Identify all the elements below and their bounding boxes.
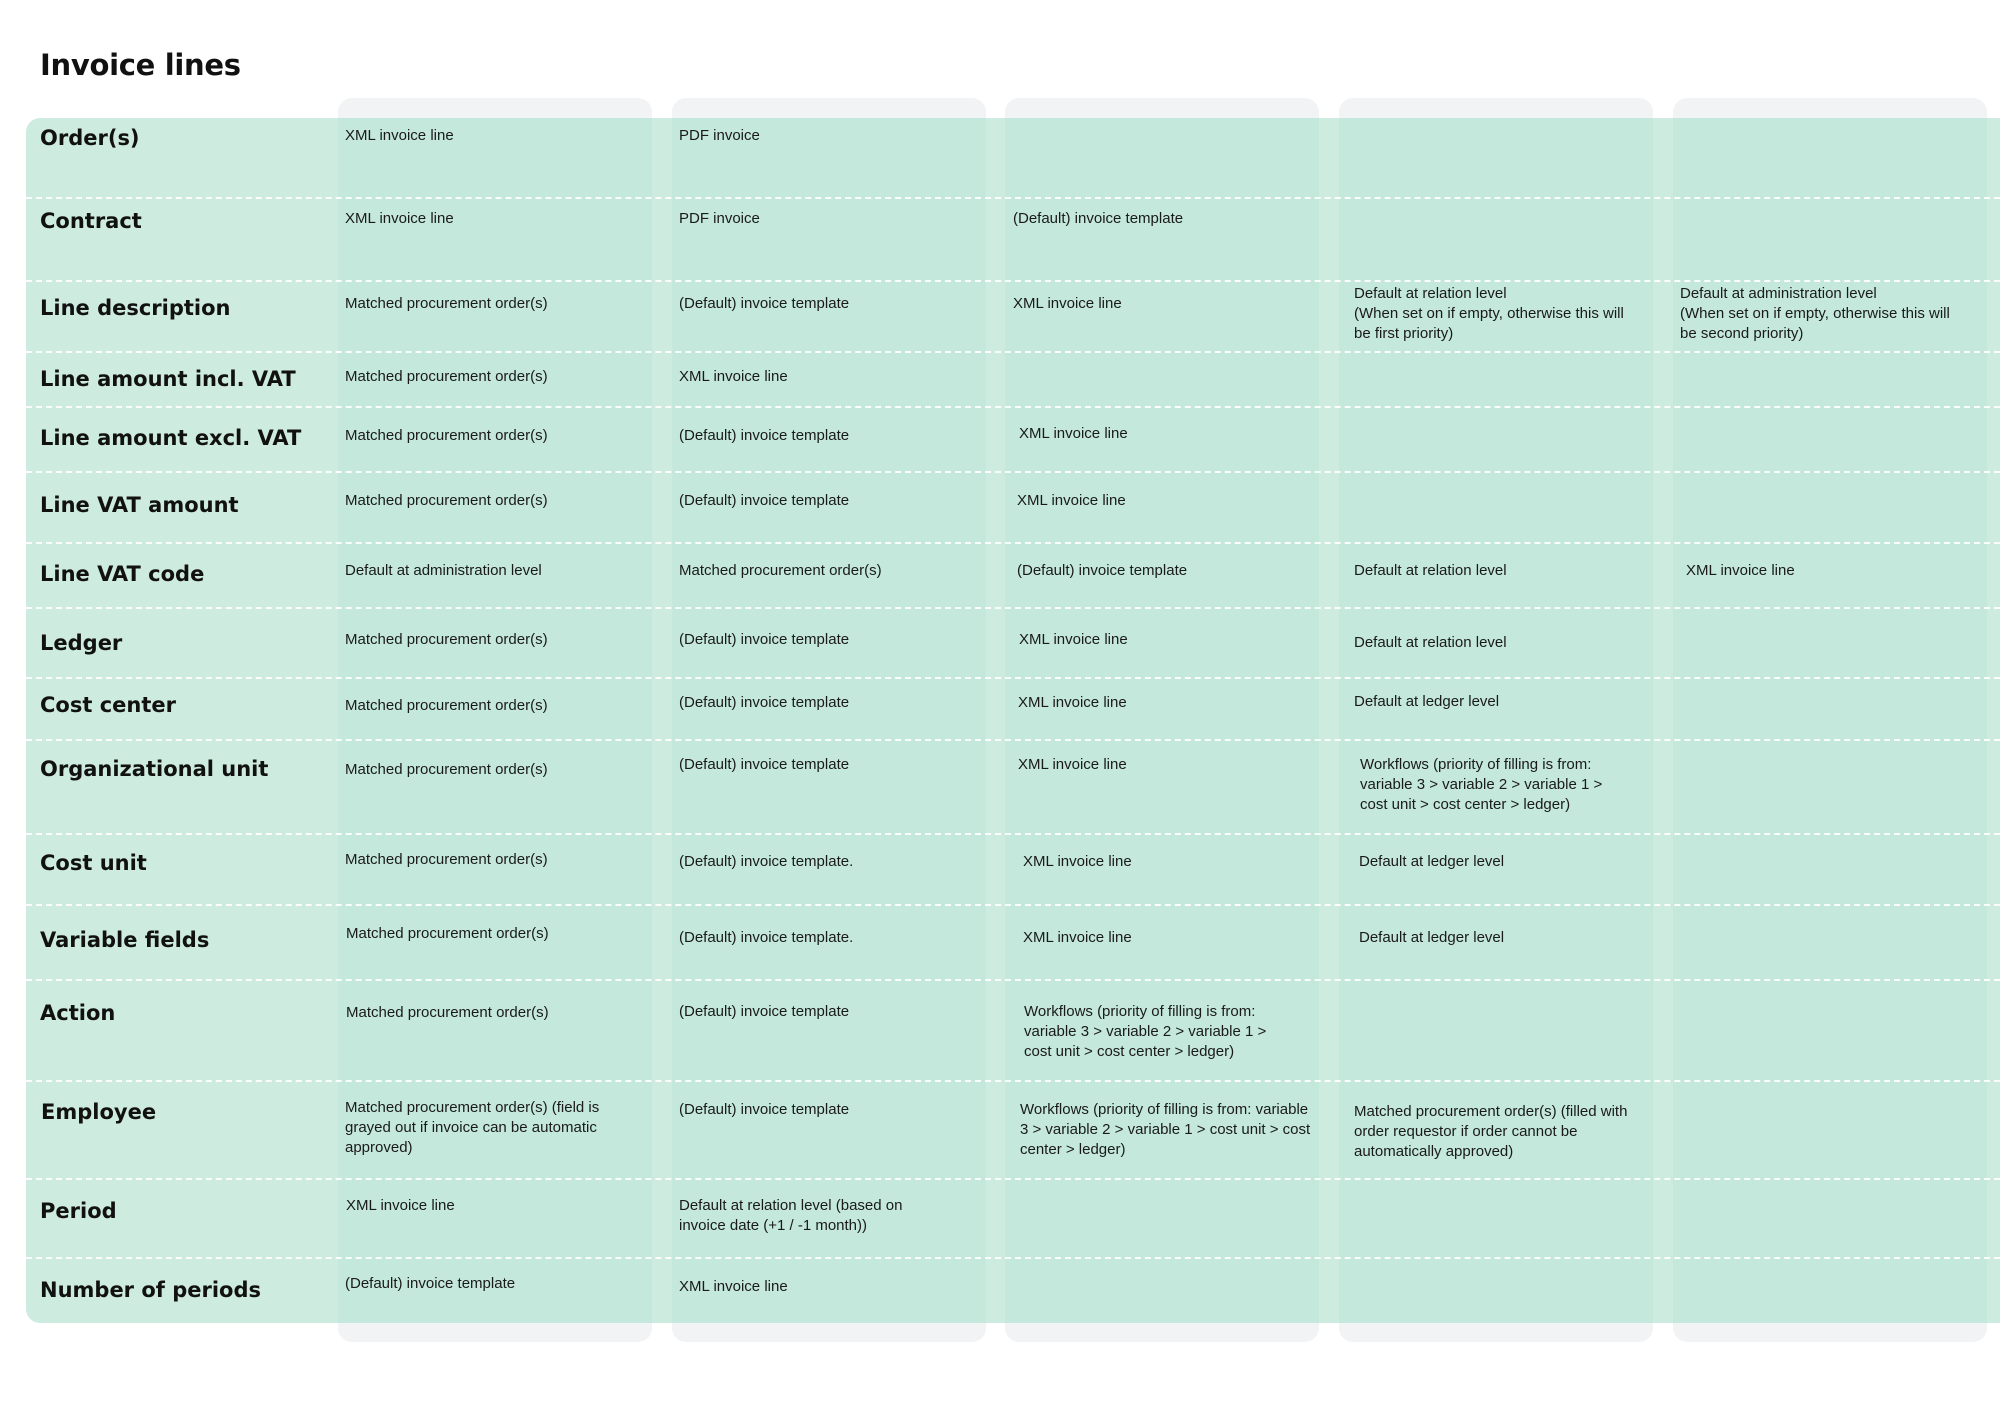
table-cell: XML invoice line [1686, 562, 1795, 579]
table-cell: XML invoice line [1018, 694, 1127, 711]
table-cell: Default at administration level [345, 562, 542, 579]
table-cell: Matched procurement order(s) [346, 925, 549, 942]
table-cell: (Default) invoice template [1017, 562, 1188, 579]
row-label: Contract [40, 209, 142, 233]
table-cell: PDF invoice [679, 127, 760, 144]
table-row [26, 473, 2000, 544]
table-cell: Matched procurement order(s) (field is grayed out if invoice can be automatic approved) [345, 1099, 600, 1156]
table-cell: Default at relation level [1354, 562, 1507, 579]
row-label: Line VAT amount [40, 493, 239, 517]
table-cell: Matched procurement order(s) [346, 1004, 549, 1021]
table-row [26, 609, 2000, 679]
table-cell: (Default) invoice template [679, 631, 850, 648]
page-title: Invoice lines [40, 48, 241, 82]
table-cell: Matched procurement order(s) [345, 851, 548, 868]
table-cell: Default at ledger level [1359, 853, 1505, 870]
table-cell: XML invoice line [1018, 756, 1127, 773]
row-label: Variable fields [40, 928, 210, 952]
table-cell: Default at relation level (based on invoice date (+1 / -1 month)) [679, 1197, 903, 1234]
table-cell: (Default) invoice template [679, 1101, 850, 1118]
table-cell: Matched procurement order(s) [345, 761, 548, 778]
table-cell: XML invoice line [1019, 631, 1128, 648]
table-cell: Default at ledger level [1359, 929, 1505, 946]
table-cell: XML invoice line [679, 1278, 788, 1295]
table-cell: Workflows (priority of filling is from: variable 3 > variable 2 > variable 1 > cost unit > cost center > ledger) [1360, 756, 1603, 813]
row-label: Order(s) [40, 126, 140, 150]
row-label: Line amount incl. VAT [40, 367, 296, 391]
table-cell: XML invoice line [346, 1197, 455, 1214]
table-row [26, 118, 2000, 199]
table-cell: Workflows (priority of filling is from: variable 3 > variable 2 > variable 1 > cost unit > cost center > ledger) [1024, 1003, 1267, 1060]
table-cell: Default at relation level (When set on if empty, otherwise this will be first priority) [1354, 285, 1624, 342]
table-cell: (Default) invoice template. [679, 853, 854, 870]
table-cell: Workflows (priority of filling is from: variable 3 > variable 2 > variable 1 > cost unit > cost center > ledger) [1020, 1101, 1311, 1158]
table-row [26, 679, 2000, 741]
table-row [26, 1082, 2000, 1180]
table-cell: Matched procurement order(s) [345, 427, 548, 444]
table-cell: XML invoice line [1019, 425, 1128, 442]
table-cell: (Default) invoice template. [679, 929, 854, 946]
row-label: Period [40, 1199, 117, 1223]
table-row [26, 544, 2000, 609]
table-row [26, 282, 2000, 353]
table-row [26, 981, 2000, 1082]
table-cell: Matched procurement order(s) [345, 295, 548, 312]
table-cell: XML invoice line [345, 210, 454, 227]
row-label: Cost center [40, 693, 176, 717]
table-row [26, 199, 2000, 282]
table-cell: (Default) invoice template [679, 492, 850, 509]
row-label: Employee [41, 1100, 157, 1124]
row-label: Organizational unit [40, 757, 269, 781]
row-label: Action [40, 1001, 116, 1025]
table-cell: Matched procurement order(s) (filled with order requestor if order cannot be automatically approved) [1354, 1103, 1628, 1160]
row-label: Cost unit [40, 851, 147, 875]
table-row [26, 353, 2000, 408]
table-cell: PDF invoice [679, 210, 760, 227]
row-label: Ledger [40, 631, 123, 655]
table-cell: (Default) invoice template [679, 756, 850, 773]
table-cell: (Default) invoice template [679, 295, 850, 312]
row-label: Line amount excl. VAT [40, 426, 302, 450]
table-cell: XML invoice line [679, 368, 788, 385]
table-cell: XML invoice line [1013, 295, 1122, 312]
table-cell: Default at relation level [1354, 634, 1507, 651]
table-cell: (Default) invoice template [679, 427, 850, 444]
table-cell: Default at administration level (When set on if empty, otherwise this will be second priority) [1680, 285, 1950, 342]
table-cell: (Default) invoice template [679, 694, 850, 711]
table-row [26, 408, 2000, 473]
table-row [26, 835, 2000, 906]
table-row [26, 906, 2000, 981]
table-cell: XML invoice line [1017, 492, 1126, 509]
table-row [26, 1180, 2000, 1259]
row-label: Number of periods [40, 1278, 262, 1302]
table-cell: XML invoice line [1023, 853, 1132, 870]
table-row [26, 1259, 2000, 1323]
table-cell: Matched procurement order(s) [345, 631, 548, 648]
table-cell: (Default) invoice template [1013, 210, 1184, 227]
table-cell: Matched procurement order(s) [345, 697, 548, 714]
table-cell: (Default) invoice template [679, 1003, 850, 1020]
table-cell: Matched procurement order(s) [679, 562, 882, 579]
table-cell: Matched procurement order(s) [345, 492, 548, 509]
table-cell: XML invoice line [345, 127, 454, 144]
row-label: Line description [40, 296, 231, 320]
table-cell: XML invoice line [1023, 929, 1132, 946]
table-row [26, 741, 2000, 835]
table-cell: (Default) invoice template [345, 1275, 516, 1292]
table-cell: Matched procurement order(s) [345, 368, 548, 385]
table-cell: Default at ledger level [1354, 693, 1500, 710]
row-label: Line VAT code [40, 562, 205, 586]
